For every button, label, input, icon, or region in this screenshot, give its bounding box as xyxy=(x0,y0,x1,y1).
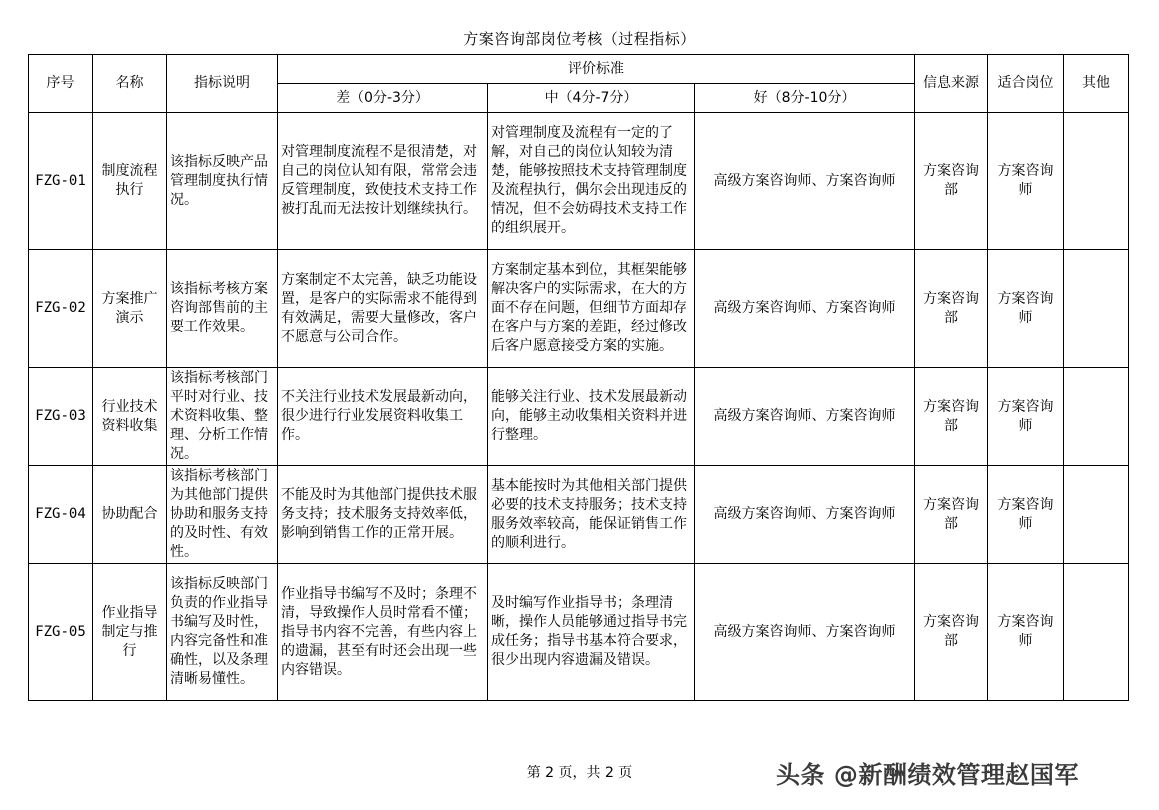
row-other xyxy=(1064,250,1129,368)
row-code: FZG-04 xyxy=(29,466,93,564)
row-position: 方案咨询师 xyxy=(988,113,1064,250)
header-source: 信息来源 xyxy=(915,55,988,113)
row-code: FZG-05 xyxy=(29,564,93,701)
header-criteria: 评价标准 xyxy=(278,55,915,84)
row-desc: 该指标考核部门平时对行业、技术资料收集、整理、分析工作情况。 xyxy=(167,368,278,466)
row-mid: 对管理制度及流程有一定的了解，对自己的岗位认知较为清楚，能够按照技术支持管理制度及流程执行，偶尔会出现违反的情况，但不会妨碍技术支持工作的组织展开。 xyxy=(488,113,695,250)
row-position: 方案咨询师 xyxy=(988,466,1064,564)
row-position: 方案咨询师 xyxy=(988,564,1064,701)
header-desc: 指标说明 xyxy=(167,55,278,113)
row-poor: 不关注行业技术发展最新动向，很少进行行业发展资料收集工作。 xyxy=(278,368,488,466)
row-other xyxy=(1064,564,1129,701)
row-mid: 及时编写作业指导书；条理清晰，操作人员能够通过指导书完成任务；指导书基本符合要求，很少出现内容遗漏及错误。 xyxy=(488,564,695,701)
header-poor: 差（0分-3分） xyxy=(278,84,488,113)
row-name: 协助配合 xyxy=(93,466,167,564)
row-source: 方案咨询部 xyxy=(915,564,988,701)
table-row xyxy=(29,250,1129,368)
assessment-table xyxy=(28,54,1129,701)
row-name: 行业技术资料收集 xyxy=(93,368,167,466)
header-name: 名称 xyxy=(93,55,167,113)
row-good: 高级方案咨询师、方案咨询师 xyxy=(695,368,915,466)
row-mid: 方案制定基本到位，其框架能够解决客户的实际需求，在大的方面不存在问题，但细节方面却存在客户与方案的差距，经过修改后客户愿意接受方案的实施。 xyxy=(488,250,695,368)
row-code: FZG-01 xyxy=(29,113,93,250)
page-title: 方案咨询部岗位考核（过程指标） xyxy=(463,30,696,48)
row-good: 高级方案咨询师、方案咨询师 xyxy=(695,564,915,701)
table-row xyxy=(29,368,1129,466)
row-code: FZG-03 xyxy=(29,368,93,466)
row-good: 高级方案咨询师、方案咨询师 xyxy=(695,466,915,564)
row-position: 方案咨询师 xyxy=(988,368,1064,466)
row-source: 方案咨询部 xyxy=(915,113,988,250)
row-source: 方案咨询部 xyxy=(915,368,988,466)
row-other xyxy=(1064,368,1129,466)
header-index: 序号 xyxy=(29,55,93,113)
row-good: 高级方案咨询师、方案咨询师 xyxy=(695,250,915,368)
row-name: 制度流程执行 xyxy=(93,113,167,250)
row-mid: 基本能按时为其他相关部门提供必要的技术支持服务；技术支持服务效率较高，能保证销售工作的顺利进行。 xyxy=(488,466,695,564)
watermark: 头条 @新酬绩效管理赵国军 xyxy=(776,761,1079,789)
row-other xyxy=(1064,466,1129,564)
page-footer: 第 2 页，共 2 页 xyxy=(526,765,633,781)
row-good: 高级方案咨询师、方案咨询师 xyxy=(695,113,915,250)
table-row xyxy=(29,113,1129,250)
table-row xyxy=(29,466,1129,564)
row-mid: 能够关注行业、技术发展最新动向，能够主动收集相关资料并进行整理。 xyxy=(488,368,695,466)
row-desc: 该指标考核方案咨询部售前的主要工作效果。 xyxy=(167,250,278,368)
header-other: 其他 xyxy=(1064,55,1129,113)
row-name: 方案推广演示 xyxy=(93,250,167,368)
row-name: 作业指导制定与推行 xyxy=(93,564,167,701)
header-position: 适合岗位 xyxy=(988,55,1064,113)
row-source: 方案咨询部 xyxy=(915,466,988,564)
header-mid: 中（4分-7分） xyxy=(488,84,695,113)
header-good: 好（8分-10分） xyxy=(695,84,915,113)
row-poor: 对管理制度流程不是很清楚，对自己的岗位认知有限，常常会违反管理制度，致使技术支持工作被打乱而无法按计划继续执行。 xyxy=(278,113,488,250)
table-row xyxy=(29,564,1129,701)
row-source: 方案咨询部 xyxy=(915,250,988,368)
row-code: FZG-02 xyxy=(29,250,93,368)
row-desc: 该指标反映产品管理制度执行情况。 xyxy=(167,113,278,250)
row-other xyxy=(1064,113,1129,250)
row-poor: 作业指导书编写不及时；条理不清，导致操作人员时常看不懂；指导书内容不完善，有些内容上的遗漏，甚至有时还会出现一些内容错误。 xyxy=(278,564,488,701)
row-position: 方案咨询师 xyxy=(988,250,1064,368)
row-poor: 不能及时为其他部门提供技术服务支持；技术服务支持效率低，影响到销售工作的正常开展。 xyxy=(278,466,488,564)
row-desc: 该指标反映部门负责的作业指导书编写及时性，内容完备性和准确性，以及条理清晰易懂性。 xyxy=(167,564,278,701)
row-poor: 方案制定不太完善，缺乏功能设置，是客户的实际需求不能得到有效满足，需要大量修改，客户不愿意与公司合作。 xyxy=(278,250,488,368)
row-desc: 该指标考核部门为其他部门提供协助和服务支持的及时性、有效性。 xyxy=(167,466,278,564)
